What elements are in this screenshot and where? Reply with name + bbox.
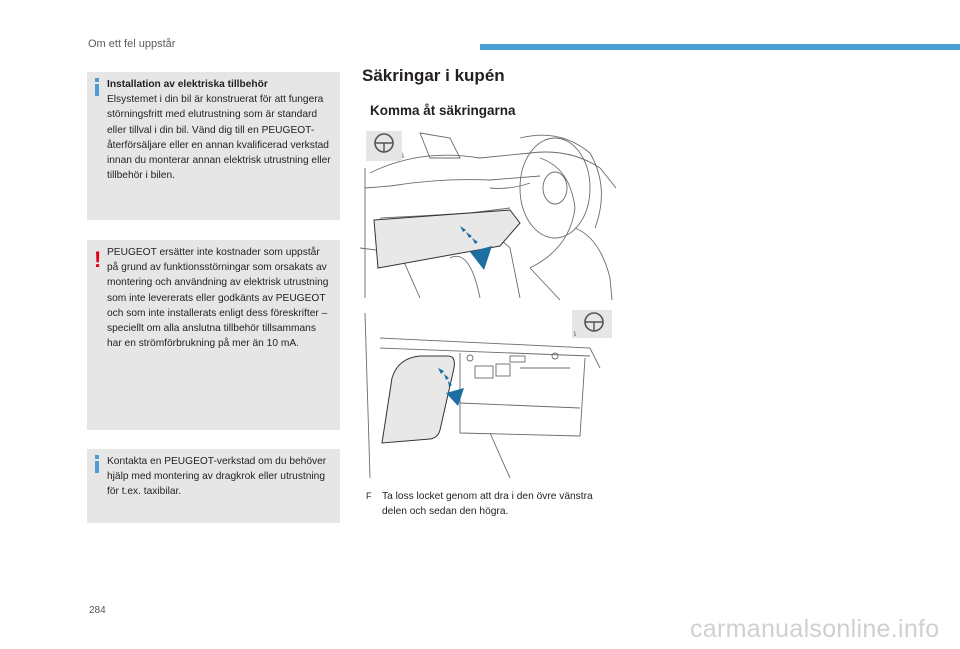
page-header-title: Om ett fel uppstår (88, 38, 176, 50)
info-box-text: Kontakta en PEUGEOT-verkstad om du behöver hjälp med montering av dragkrok eller utrustning för t.ex. taxibilar. (107, 456, 327, 498)
info-box-towbar (87, 449, 340, 523)
instruction-caption (366, 489, 606, 519)
info-box-text: Elsystemet i din bil är konstruerat för att fungera störningsfritt med elutrustning som är standard eller tillval i din bil. Vänd dig till en PEUGEOT-återförsäljare eller en annan kvalificerad verkstad innan du monterar annan elektrisk utrustning eller tillbehör i bilen. (107, 94, 331, 182)
warning-box-liability (87, 240, 340, 430)
subsection-title: Komma åt säkringarna (370, 103, 516, 118)
steering-wheel-icon (572, 310, 612, 338)
svg-text:⇂: ⇂ (400, 152, 406, 160)
info-box-heading: Installation av elektriska tillbehör (107, 79, 268, 90)
bullet-arrow-icon: F (366, 491, 372, 501)
watermark: carmanualsonline.info (690, 615, 940, 643)
info-box-accessories (87, 72, 340, 220)
section-title: Säkringar i kupén (362, 66, 505, 85)
header-accent-bar (480, 44, 960, 50)
steering-wheel-icon (366, 131, 406, 161)
dashboard-illustration (360, 128, 620, 303)
instruction-text: Ta loss locket genom att dra i den övre vänstra delen och sedan den högra. (382, 491, 593, 517)
page-number: 284 (89, 605, 106, 616)
fuse-cover-illustration (360, 308, 620, 483)
warning-icon: ! (94, 247, 102, 272)
warning-box-text: PEUGEOT ersätter inte kostnader som uppstår på grund av funktionsstörningar som orsakats av montering och användning av elektrisk utrustning som inte levererats eller godkänts av PEUGEOT och som inte installerats enligt dess föreskrifter – speciellt om alla anslutna tillbehör tillsammans har en strömförbrukning på mer än 10 mA. (107, 247, 329, 350)
svg-text:⇂: ⇂ (572, 330, 578, 338)
